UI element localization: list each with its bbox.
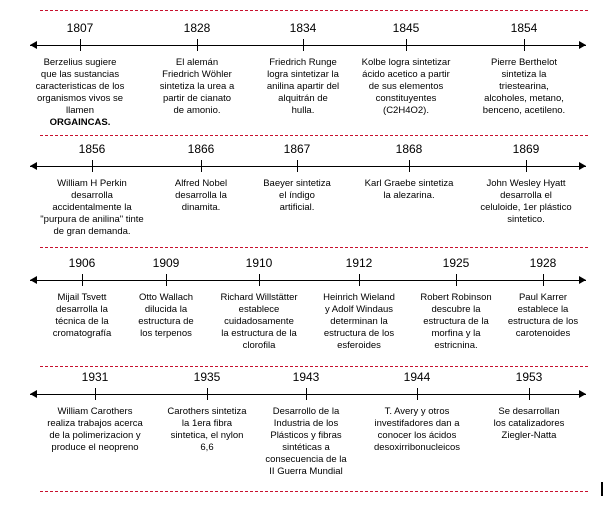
event-tick — [306, 388, 307, 400]
arrow-left-icon — [30, 390, 37, 398]
event-tick — [207, 388, 208, 400]
event-description: Se desarrollan los catalizadores Ziegler-Natta — [493, 406, 565, 441]
event-description: William Carothers realiza trabajos acerca de la polimerizacion y produce el neopreno — [47, 406, 143, 453]
event-year: 1935 — [193, 370, 221, 384]
event-description: William H Perkin desarrolla accidentalmente la "purpura de anilina" tinte de gran demanda. — [40, 178, 144, 237]
event-year: 1834 — [289, 21, 317, 35]
event-description: Mijail Tsvett desarrolla la técnica de la cromatografía — [52, 292, 112, 339]
event-description: Kolbe logra sintetizar ácido acetico a partir de sus elementos constituyentes (C2H4O2). — [361, 57, 451, 116]
timeline-axis — [30, 394, 586, 395]
event-year: 1953 — [515, 370, 543, 384]
event-year: 1906 — [68, 256, 96, 270]
event-tick — [297, 160, 298, 172]
separator-line — [40, 366, 588, 367]
event-description: John Wesley Hyatt desarrolla el celuloide, 1er plástico sintetico. — [480, 178, 572, 225]
event-emphasis: ORGAINCAS. — [49, 117, 111, 128]
separator-line — [40, 491, 588, 492]
event-tick — [456, 274, 457, 286]
event-year: 1869 — [512, 142, 540, 156]
event-tick — [197, 39, 198, 51]
event-tick — [80, 39, 81, 51]
event-description: Karl Graebe sintetiza la alezarina. — [364, 178, 454, 201]
event-year: 1910 — [245, 256, 273, 270]
event-tick — [406, 39, 407, 51]
separator-line — [40, 135, 588, 136]
event-tick — [303, 39, 304, 51]
timeline-axis — [30, 45, 586, 46]
arrow-left-icon — [30, 162, 37, 170]
event-description: Berzelius sugiere que las sustancias caracteristicas de los organismos vivos se llamen ORGAINCAS. — [24, 57, 136, 129]
event-tick — [95, 388, 96, 400]
event-year: 1943 — [292, 370, 320, 384]
event-year: 1944 — [403, 370, 431, 384]
event-description: Carothers sintetiza la 1era fibra sintetica, el nylon 6,6 — [167, 406, 247, 453]
event-year: 1807 — [66, 21, 94, 35]
arrow-left-icon — [30, 41, 37, 49]
arrow-right-icon — [579, 276, 586, 284]
arrow-right-icon — [579, 162, 586, 170]
event-description: Desarrollo de la Industria de los Plásticos y fibras sintéticas a consecuencia de la II Guerra Mundial — [265, 406, 347, 477]
event-description: Baeyer sintetiza el índigo artificial. — [263, 178, 331, 213]
event-tick — [409, 160, 410, 172]
event-tick — [201, 160, 202, 172]
event-year: 1856 — [78, 142, 106, 156]
event-tick — [82, 274, 83, 286]
event-tick — [259, 274, 260, 286]
timeline-axis — [30, 280, 586, 281]
event-tick — [359, 274, 360, 286]
event-tick — [166, 274, 167, 286]
event-tick — [526, 160, 527, 172]
separator-line — [40, 247, 588, 248]
event-description: Paul Karrer establece la estructura de los carotenoides — [507, 292, 579, 339]
event-description: T. Avery y otros investifadores dan a conocer los ácidos desoxirribonucleicos — [373, 406, 461, 453]
arrow-left-icon — [30, 276, 37, 284]
separator-line — [40, 10, 588, 11]
event-description: Robert Robinson descubre la estructura de la morfina y la estricnina. — [420, 292, 492, 351]
event-description: Heinrich Wieland y Adolf Windaus determinan la estructura de los esferoides — [323, 292, 395, 351]
arrow-right-icon — [579, 41, 586, 49]
event-description: Richard Willstätter establece cuidadosamente la estructura de la clorofila — [220, 292, 298, 351]
event-year: 1912 — [345, 256, 373, 270]
event-year: 1854 — [510, 21, 538, 35]
event-year: 1845 — [392, 21, 420, 35]
event-year: 1866 — [187, 142, 215, 156]
event-description: El alemán Friedrich Wöhler sintetiza la urea a partir de cianato de amonio. — [159, 57, 235, 116]
event-tick — [524, 39, 525, 51]
event-description: Otto Wallach dilucida la estructura de los terpenos — [138, 292, 194, 339]
event-year: 1928 — [529, 256, 557, 270]
arrow-right-icon — [579, 390, 586, 398]
event-year: 1867 — [283, 142, 311, 156]
event-year: 1909 — [152, 256, 180, 270]
event-tick — [92, 160, 93, 172]
event-description: Pierre Berthelot sintetiza la triestearina, alcoholes, metano, benceno, acetileno. — [482, 57, 566, 116]
timeline-axis — [30, 166, 586, 167]
event-year: 1868 — [395, 142, 423, 156]
event-tick — [529, 388, 530, 400]
event-tick — [417, 388, 418, 400]
event-year: 1828 — [183, 21, 211, 35]
event-year: 1931 — [81, 370, 109, 384]
event-description: Friedrich Runge logra sintetizar la anilina apartir del alquitrán de hulla. — [266, 57, 340, 116]
event-year: 1925 — [442, 256, 470, 270]
event-description: Alfred Nobel desarrolla la dinamita. — [174, 178, 228, 213]
event-tick — [543, 274, 544, 286]
text-cursor-mark — [601, 482, 603, 496]
